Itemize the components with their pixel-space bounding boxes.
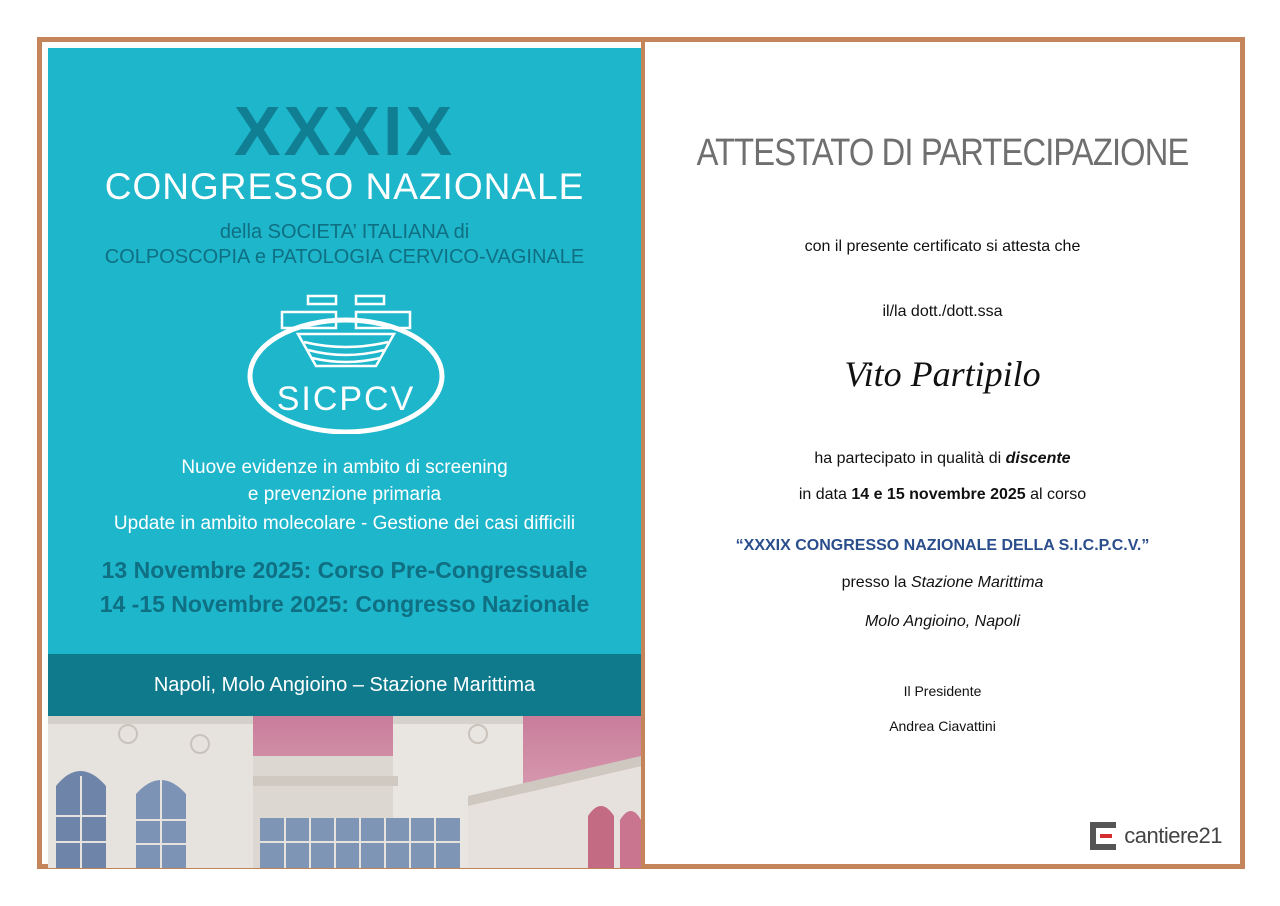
course-address: Molo Angioino, Napoli	[864, 613, 1021, 630]
poster-venue-band	[48, 654, 641, 716]
course-title: “XXXIX CONGRESSO NAZIONALE DELLA S.I.C.P.C.V.”	[735, 537, 1150, 554]
brand-name: cantiere21	[1124, 823, 1222, 848]
certificate-salutation: il/la dott./dott.ssa	[882, 303, 1003, 320]
course-date: 14 e 15 novembre 2025	[851, 486, 1026, 503]
certificate-date-line	[645, 487, 1240, 503]
certificate-frame	[37, 37, 1245, 869]
poster-society-line2: COLPOSCOPIA e PATOLOGIA CERVICO-VAGINALE	[104, 246, 585, 268]
logo-text: SICPCV	[276, 380, 416, 418]
sicpcv-logo	[246, 294, 446, 434]
participant-role: discente	[1005, 450, 1071, 467]
date-suffix: al corso	[1025, 486, 1087, 503]
poster-topic-3: Update in ambito molecolare - Gestione dei casi difficili	[113, 513, 576, 534]
certificate-address-line	[645, 614, 1240, 630]
poster-date-1: 13 Novembre 2025: Corso Pre-Congressuale	[101, 557, 588, 583]
cantiere21-icon	[1090, 822, 1116, 850]
poster-topic-1: Nuove evidenze in ambito di screening	[181, 457, 508, 478]
role-prefix: ha partecipato in qualità di	[814, 450, 1006, 467]
poster-date-2: 14 -15 Novembre 2025: Congresso Nazionale	[99, 591, 590, 617]
location-prefix: presso la	[841, 574, 911, 591]
congress-poster	[48, 48, 641, 868]
certificate-body	[645, 42, 1240, 864]
poster-congress-title: CONGRESSO NAZIONALE	[104, 166, 585, 207]
poster-society-line1: della SOCIETA’ ITALIANA di	[219, 221, 470, 243]
poster-topic-2: e prevenzione primaria	[247, 484, 442, 505]
stazione-marittima-photo	[48, 716, 641, 868]
participant-name: Vito Partipilo	[844, 354, 1041, 394]
certificate-location-line	[645, 575, 1240, 591]
certificate-intro: con il presente certificato si attesta che	[804, 238, 1081, 255]
poster-edition: XXXIX	[233, 92, 456, 170]
brand-logo	[1090, 822, 1222, 850]
course-location: Stazione Marittima	[910, 574, 1044, 591]
signer-name: Andrea Ciavattini	[889, 718, 996, 734]
certificate-title: ATTESTATO DI PARTECIPAZIONE	[696, 132, 1189, 174]
signer-role: Il Presidente	[903, 683, 982, 699]
date-prefix: in data	[798, 486, 852, 503]
poster-venue: Napoli, Molo Angioino – Stazione Marittima	[153, 673, 536, 696]
certificate-role-line	[645, 451, 1240, 467]
